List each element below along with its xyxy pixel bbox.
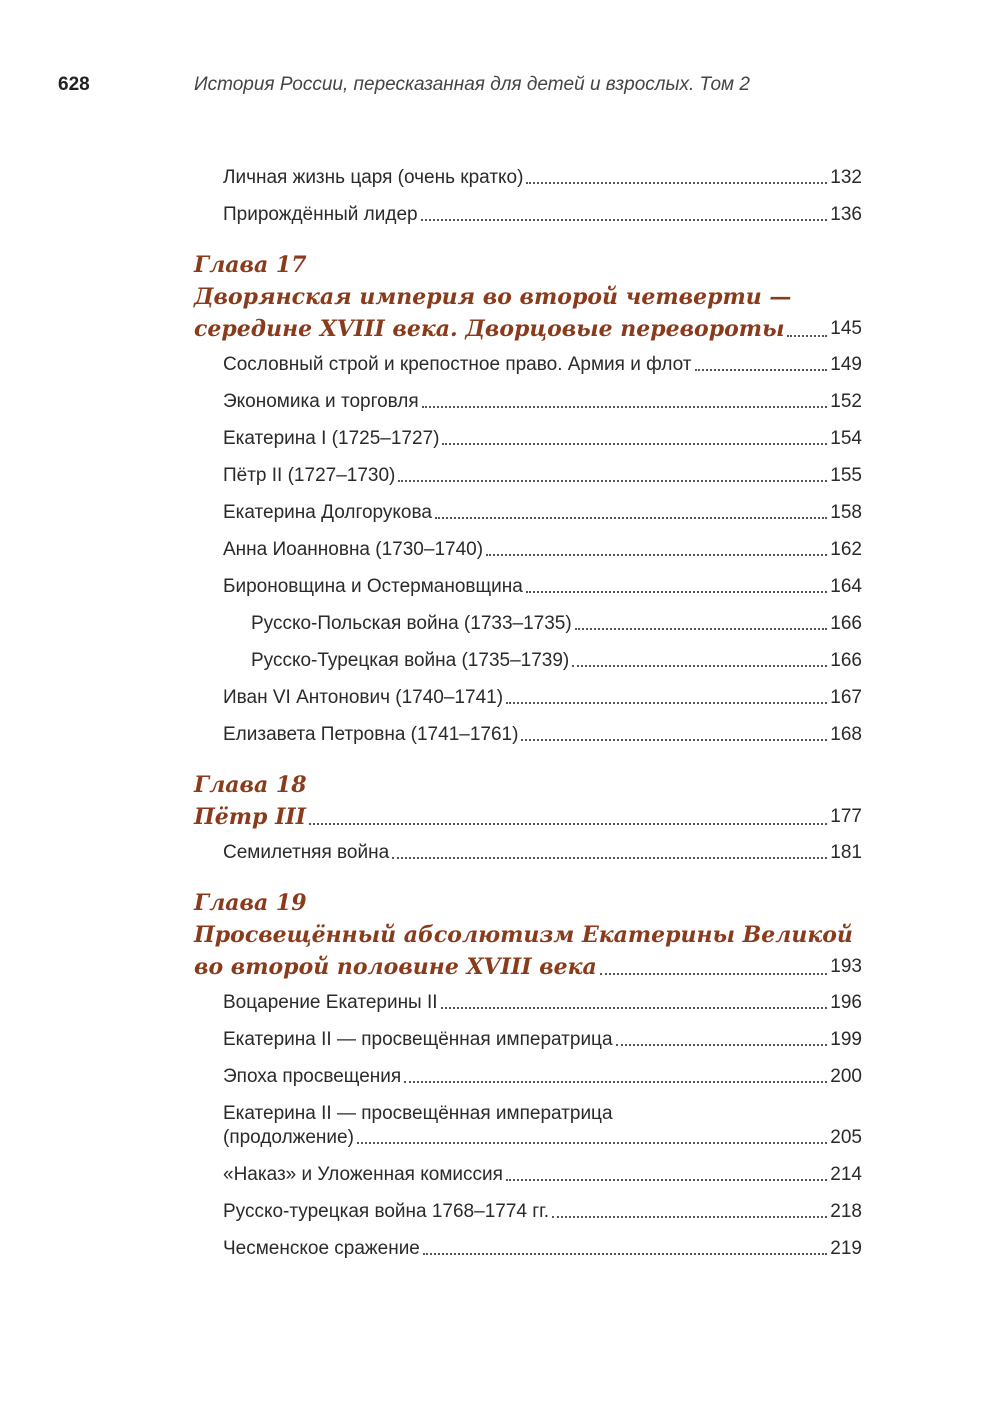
- dot-leader: [423, 1253, 827, 1255]
- toc-entry-page: 200: [830, 1066, 862, 1087]
- chapter-page: 177: [830, 806, 862, 827]
- toc-entry-title: Русско-Турецкая война (1735–1739): [251, 650, 570, 671]
- toc-entry-title: Иван VI Антонович (1740–1741): [223, 687, 504, 708]
- toc-entry-title: Сословный строй и крепостное право. Армия и флот: [223, 354, 692, 375]
- dot-leader: [600, 973, 828, 975]
- toc-entry[interactable]: [194, 575, 862, 599]
- toc-entry-title: Екатерина II — просвещённая императрица: [223, 1103, 613, 1124]
- toc-entry[interactable]: [194, 1102, 862, 1150]
- toc-entry-title: Бироновщина и Остермановщина: [223, 576, 523, 597]
- toc-entry[interactable]: [194, 723, 862, 747]
- dot-leader: [787, 335, 827, 337]
- chapter-title-line: Просвещённый абсолютизм Екатерины Великой: [194, 922, 853, 948]
- toc-entry-page: 218: [830, 1201, 862, 1222]
- toc-entry-title: Семилетняя война: [223, 842, 390, 863]
- toc-entry-page: 166: [830, 650, 862, 671]
- chapter-17-heading[interactable]: [194, 249, 862, 345]
- dot-leader: [422, 406, 828, 408]
- toc-entry-page: 155: [830, 465, 862, 486]
- toc-entry[interactable]: [194, 1028, 862, 1052]
- dot-leader: [398, 480, 827, 482]
- toc-entry-page: 158: [830, 502, 862, 523]
- dot-leader: [506, 702, 827, 704]
- toc-entry[interactable]: [194, 166, 862, 190]
- dot-leader: [552, 1216, 827, 1218]
- toc-entry-title: Пётр II (1727–1730): [223, 465, 396, 486]
- dot-leader: [526, 182, 827, 184]
- toc-entry-page: 164: [830, 576, 862, 597]
- chapter-18-heading[interactable]: [194, 769, 862, 833]
- toc-entry-title: Русско-Польская война (1733–1735): [251, 613, 572, 634]
- chapter-page: 193: [830, 956, 862, 977]
- dot-leader: [616, 1044, 828, 1046]
- toc-entry[interactable]: [194, 841, 862, 865]
- toc-entry[interactable]: [194, 501, 862, 525]
- toc-entry[interactable]: [194, 686, 862, 710]
- toc-entry[interactable]: [194, 538, 862, 562]
- toc-entry-title: Екатерина II — просвещённая императрица: [223, 1029, 613, 1050]
- toc-entry[interactable]: [194, 353, 862, 377]
- dot-leader: [392, 857, 827, 859]
- toc-entry-title: Русско-турецкая война 1768–1774 гг.: [223, 1201, 550, 1222]
- toc-entry-page: 199: [830, 1029, 862, 1050]
- toc-entry-title: Анна Иоанновна (1730–1740): [223, 539, 484, 560]
- toc-entry-title: Екатерина Долгорукова: [223, 502, 432, 523]
- chapter-title-line: середине XVIII века. Дворцовые перевороты: [194, 316, 785, 342]
- chapter-title-line: Пётр III: [194, 804, 306, 830]
- toc-entry-page: 166: [830, 613, 862, 634]
- toc-entry-page: 154: [830, 428, 862, 449]
- toc-entry[interactable]: [194, 203, 862, 227]
- chapter-page: 145: [830, 318, 862, 339]
- toc-entry-title: Екатерина I (1725–1727): [223, 428, 440, 449]
- toc-entry-page: 168: [830, 724, 862, 745]
- chapter-label: Глава 19: [194, 890, 307, 916]
- dot-leader: [404, 1081, 827, 1083]
- toc-entry[interactable]: [194, 612, 862, 636]
- toc-entry-title: Эпоха просвещения: [223, 1066, 402, 1087]
- dot-leader: [521, 739, 827, 741]
- chapter-label: Глава 18: [194, 772, 307, 798]
- dot-leader: [435, 517, 827, 519]
- page-number: 628: [58, 74, 90, 95]
- dot-leader: [421, 219, 828, 221]
- running-head: История России, пересказанная для детей и взрослых. Том 2: [194, 74, 750, 95]
- dot-leader: [442, 443, 827, 445]
- toc-entry-page: 205: [830, 1127, 862, 1148]
- chapter-title-line: Дворянская империя во второй четверти —: [194, 284, 792, 310]
- dot-leader: [575, 628, 828, 630]
- dot-leader: [526, 591, 827, 593]
- dot-leader: [357, 1142, 827, 1144]
- toc-entry[interactable]: [194, 1237, 862, 1261]
- chapter-label: Глава 17: [194, 252, 307, 278]
- toc-entry-title-continued: (продолжение): [223, 1127, 354, 1148]
- toc-entry-page: 132: [830, 167, 862, 188]
- toc-entry[interactable]: [194, 427, 862, 451]
- toc-entry[interactable]: [194, 1163, 862, 1187]
- table-of-contents: [194, 166, 862, 1274]
- toc-entry-title: «Наказ» и Уложенная комиссия: [223, 1164, 503, 1185]
- toc-entry-page: 162: [830, 539, 862, 560]
- toc-entry-page: 214: [830, 1164, 862, 1185]
- dot-leader: [441, 1007, 828, 1009]
- toc-entry-page: 219: [830, 1238, 862, 1259]
- toc-entry-page: 136: [830, 204, 862, 225]
- toc-entry-title: Личная жизнь царя (очень кратко): [223, 167, 524, 188]
- toc-entry-page: 181: [830, 842, 862, 863]
- toc-entry-title: Прирождённый лидер: [223, 204, 418, 225]
- dot-leader: [572, 665, 827, 667]
- toc-entry[interactable]: [194, 464, 862, 488]
- dot-leader: [695, 369, 828, 371]
- toc-entry[interactable]: [194, 991, 862, 1015]
- toc-entry-page: 167: [830, 687, 862, 708]
- toc-entry-title: Елизавета Петровна (1741–1761): [223, 724, 519, 745]
- toc-entry[interactable]: [194, 1200, 862, 1224]
- chapter-title-line: во второй половине XVIII века: [194, 954, 597, 980]
- toc-entry-page: 149: [830, 354, 862, 375]
- dot-leader: [506, 1179, 827, 1181]
- toc-entry[interactable]: [194, 649, 862, 673]
- toc-entry-title: Чесменское сражение: [223, 1238, 420, 1259]
- dot-leader: [486, 554, 827, 556]
- toc-entry-title: Экономика и торговля: [223, 391, 419, 412]
- chapter-19-heading[interactable]: [194, 887, 862, 983]
- toc-entry-title: Воцарение Екатерины II: [223, 992, 438, 1013]
- toc-entry-page: 152: [830, 391, 862, 412]
- toc-entry[interactable]: [194, 390, 862, 414]
- dot-leader: [309, 823, 827, 825]
- toc-entry[interactable]: [194, 1065, 862, 1089]
- toc-entry-page: 196: [830, 992, 862, 1013]
